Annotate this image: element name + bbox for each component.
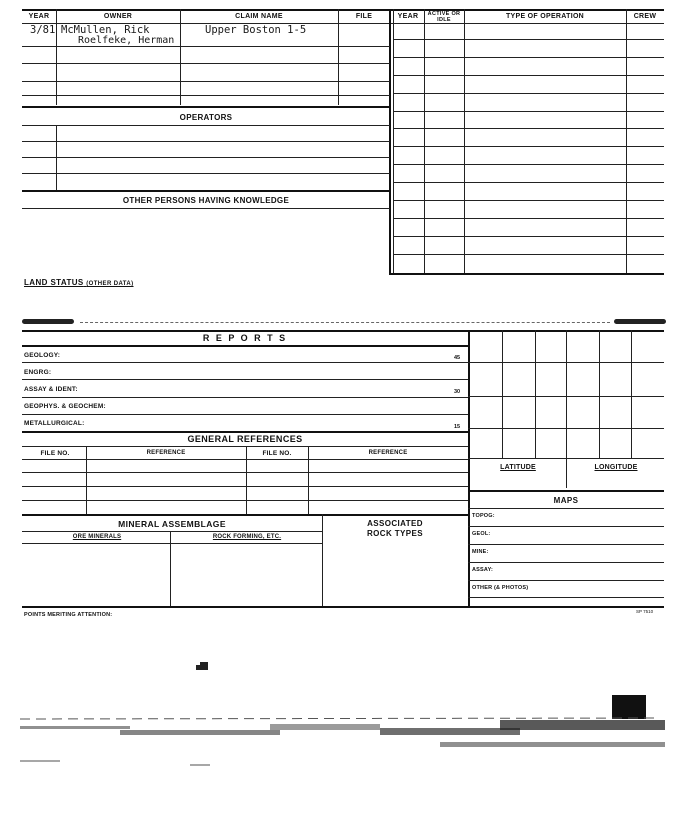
form-code: SP 7510 xyxy=(636,609,654,614)
row-line xyxy=(393,57,664,58)
row-line xyxy=(22,543,322,544)
row-line xyxy=(22,208,390,209)
entry-owner-line1: McMullen, Rick xyxy=(61,24,150,36)
section-line xyxy=(22,106,390,108)
col-line xyxy=(180,9,181,105)
row-line xyxy=(22,379,468,380)
reports-top-border xyxy=(22,330,664,332)
row-line xyxy=(468,562,664,563)
gr-file-no-2: FILE NO. xyxy=(262,450,292,457)
metallurgical-label: METALLURGICAL: xyxy=(24,420,85,427)
col-line xyxy=(86,446,87,514)
grid-row xyxy=(468,458,664,459)
section-line xyxy=(468,490,664,492)
row-line xyxy=(22,81,390,82)
scan-speck xyxy=(196,665,208,670)
scan-streak xyxy=(380,728,520,735)
col-line xyxy=(338,9,339,105)
top-border xyxy=(22,9,664,11)
row-line xyxy=(393,236,664,237)
row-line xyxy=(22,531,322,532)
row-line xyxy=(22,63,390,64)
scan-dash-line xyxy=(20,718,660,719)
col-line xyxy=(56,9,57,105)
row-line xyxy=(393,128,664,129)
row-line xyxy=(468,526,664,527)
gr-file-no-1: FILE NO. xyxy=(40,450,70,457)
scan-noise xyxy=(0,650,678,814)
scan-block xyxy=(612,695,646,719)
assay-label: ASSAY & IDENT: xyxy=(24,386,78,393)
grid-col xyxy=(631,330,632,458)
row-line xyxy=(468,580,664,581)
col-line xyxy=(308,446,309,514)
col-line xyxy=(246,446,247,514)
col-line xyxy=(56,125,57,191)
scan-streak xyxy=(190,764,210,766)
metallurgical-num: 15 xyxy=(454,424,461,430)
divider-line xyxy=(389,9,391,275)
maps-assay: ASSAY: xyxy=(472,567,494,573)
row-line xyxy=(22,459,468,460)
operators-title: OPERATORS xyxy=(179,113,233,122)
gr-reference-1: REFERENCE xyxy=(146,450,186,456)
entry-claim-name: Upper Boston 1-5 xyxy=(205,24,307,36)
row-line xyxy=(22,46,390,47)
land-status-label: LAND STATUS (OTHER DATA) xyxy=(24,278,134,287)
grid-row xyxy=(468,362,664,363)
entry-owner-line2: Roelfeke, Herman xyxy=(78,35,175,46)
maps-title: MAPS xyxy=(553,496,579,505)
row-line xyxy=(22,125,390,126)
scan-streak xyxy=(20,726,130,729)
row-line xyxy=(468,544,664,545)
associated-rock-types: ASSOCIATED ROCK TYPES xyxy=(366,519,423,538)
row-line xyxy=(22,345,468,347)
scan-artifact xyxy=(22,319,74,324)
scan-streak xyxy=(20,760,60,762)
row-line xyxy=(393,200,664,201)
entry-year: 3/81 xyxy=(30,24,56,36)
row-line xyxy=(22,173,390,174)
row-line xyxy=(22,472,468,473)
row-line xyxy=(22,95,390,96)
maps-topog: TOPOG: xyxy=(472,513,495,519)
row-line xyxy=(393,93,664,94)
assay-num: 30 xyxy=(454,389,461,395)
grid-row xyxy=(468,428,664,429)
geophys-label: GEOPHYS. & GEOCHEM: xyxy=(24,403,106,410)
row-line xyxy=(468,508,664,509)
header-year: YEAR xyxy=(28,13,50,20)
reports-title: R E P O R T S xyxy=(202,333,288,343)
grid-col xyxy=(599,330,600,458)
scan-streak xyxy=(120,730,280,735)
header-crew: CREW xyxy=(633,13,657,20)
scan-artifact xyxy=(614,319,666,324)
row-line xyxy=(393,111,664,112)
maps-other: OTHER (& PHOTOS) xyxy=(472,585,529,591)
row-line xyxy=(393,39,664,40)
row-line xyxy=(393,218,664,219)
row-line xyxy=(22,157,390,158)
row-line xyxy=(22,414,468,415)
section-line xyxy=(22,190,390,192)
row-line xyxy=(22,500,468,501)
engrg-label: ENGRG: xyxy=(24,369,52,376)
row-line xyxy=(22,486,468,487)
header-owner: OWNER xyxy=(103,13,133,20)
ore-minerals-label: ORE MINERALS xyxy=(72,534,122,540)
other-persons-title: OTHER PERSONS HAVING KNOWLEDGE xyxy=(122,196,290,205)
scan-streak xyxy=(270,724,380,730)
points-meriting-label: POINTS MERITING ATTENTION: xyxy=(24,612,113,618)
scan-speck xyxy=(200,662,208,665)
header-type-of-operation: TYPE OF OPERATION xyxy=(505,13,585,20)
row-line xyxy=(393,182,664,183)
header-file: FILE xyxy=(355,13,373,20)
row-line xyxy=(22,362,468,363)
gr-reference-2: REFERENCE xyxy=(368,450,408,456)
header-claim-name: CLAIM NAME xyxy=(235,13,283,20)
col-line xyxy=(170,531,171,606)
row-line xyxy=(468,597,664,598)
rock-forming-label: ROCK FORMING, ETC. xyxy=(212,534,282,540)
header-active-idle: ACTIVE OR IDLE xyxy=(427,11,461,23)
row-line xyxy=(22,141,390,142)
scan-streak xyxy=(500,720,665,730)
row-line xyxy=(22,397,468,398)
grid-row xyxy=(468,396,664,397)
row-line xyxy=(393,75,664,76)
geology-num: 45 xyxy=(454,355,461,361)
faint-line xyxy=(80,322,610,323)
latitude-label: LATITUDE xyxy=(500,464,536,471)
row-line xyxy=(393,146,664,147)
section-line xyxy=(22,514,468,516)
bottom-line xyxy=(389,273,664,275)
maps-geol: GEOL: xyxy=(472,531,491,537)
bottom-border xyxy=(22,606,664,608)
row-line xyxy=(393,164,664,165)
scan-streak xyxy=(440,742,665,747)
longitude-label: LONGITUDE xyxy=(594,464,638,471)
mineral-assemblage-title: MINERAL ASSEMBLAGE xyxy=(118,519,226,529)
grid-col xyxy=(566,330,567,488)
section-line xyxy=(22,431,468,433)
geology-label: GEOLOGY: xyxy=(24,352,61,359)
header-year-2: YEAR xyxy=(397,13,419,20)
row-line xyxy=(393,254,664,255)
maps-mine: MINE: xyxy=(472,549,489,555)
grid-col xyxy=(502,330,503,458)
general-references-title: GENERAL REFERENCES xyxy=(187,434,303,444)
row-line xyxy=(22,446,468,447)
grid-col xyxy=(535,330,536,458)
